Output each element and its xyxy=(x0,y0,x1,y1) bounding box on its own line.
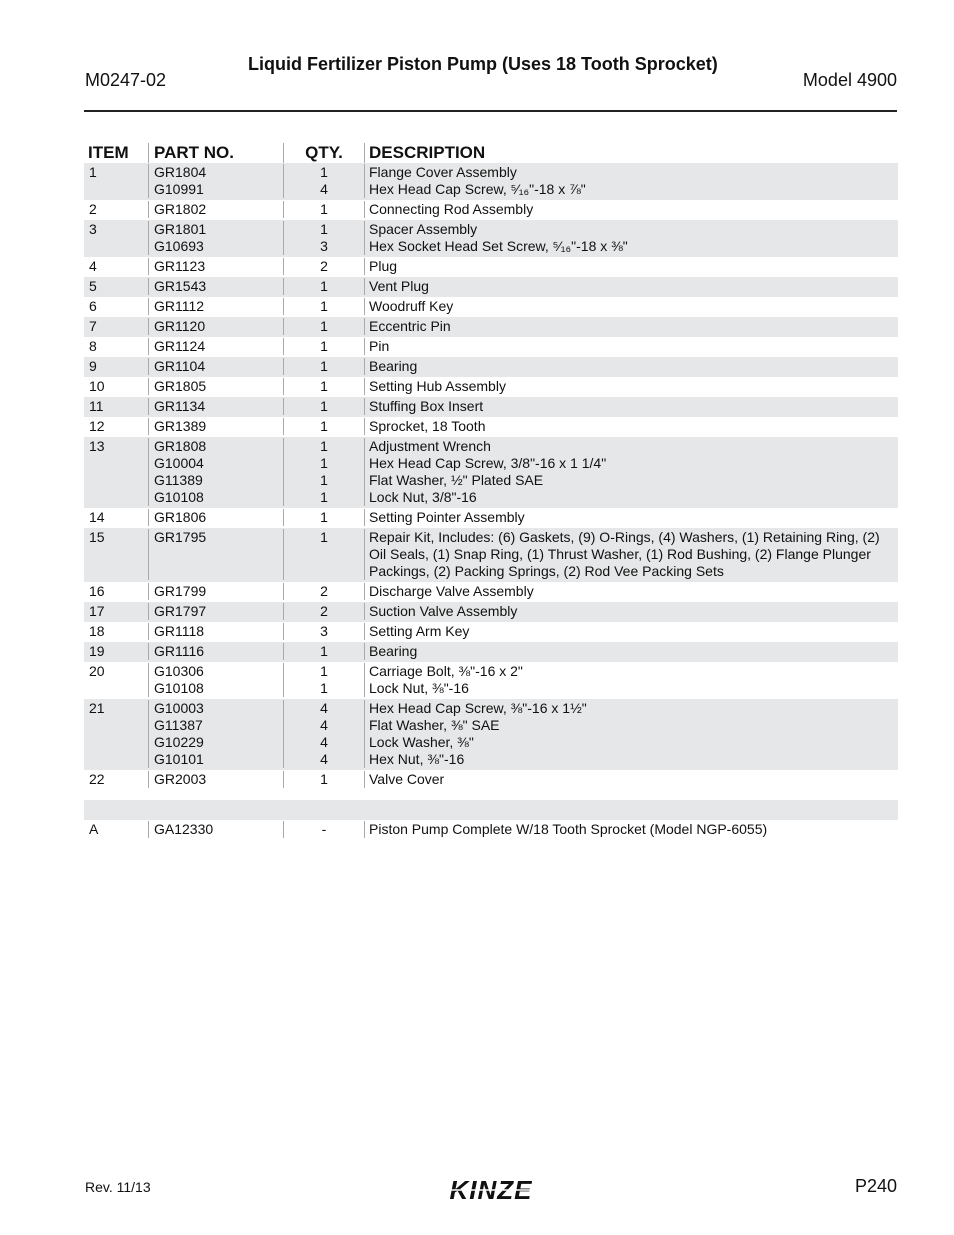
description xyxy=(364,318,898,335)
table-row xyxy=(84,277,898,297)
part-number xyxy=(148,358,283,375)
quantity-line: 1 xyxy=(320,378,328,394)
item-number: 22 xyxy=(89,771,105,787)
table-row xyxy=(84,397,898,417)
part-number xyxy=(148,278,283,295)
quantity-line: 1 xyxy=(320,643,328,659)
description-line: Lock Nut, 3/8"-16 xyxy=(369,489,477,505)
item-number: 17 xyxy=(89,603,105,619)
document-id: M0247-02 xyxy=(85,70,167,90)
part-number xyxy=(148,298,283,315)
part-number-line: GR2003 xyxy=(154,771,207,787)
column-header-qty: QTY. xyxy=(283,143,364,163)
description xyxy=(364,338,898,355)
table-row xyxy=(84,200,898,220)
part-number-line: G10108 xyxy=(154,680,204,696)
item-number: 18 xyxy=(89,623,105,639)
column-header-description: DESCRIPTION xyxy=(364,143,898,163)
table-row xyxy=(84,508,898,528)
part-number-line: GR1808 xyxy=(154,438,207,454)
quantity xyxy=(283,821,364,838)
description-line: Hex Head Cap Screw, 3/8"-16 x 1 1/4" xyxy=(369,455,607,471)
quantity-line: 4 xyxy=(320,717,328,733)
part-number-line: GR1806 xyxy=(154,509,207,525)
quantity xyxy=(283,318,364,335)
quantity xyxy=(283,529,364,580)
kinze-logo-text: KINZE xyxy=(449,1176,533,1205)
quantity xyxy=(283,378,364,395)
item-number: 20 xyxy=(89,663,105,679)
table-row xyxy=(84,437,898,508)
description xyxy=(364,643,898,660)
quantity xyxy=(283,418,364,435)
quantity xyxy=(283,164,364,198)
description-line: Sprocket, 18 Tooth xyxy=(369,418,486,434)
quantity-line: 4 xyxy=(320,751,328,767)
item-number: A xyxy=(89,821,99,837)
description xyxy=(364,821,898,838)
item-number: 5 xyxy=(89,278,97,294)
table-row xyxy=(84,528,898,582)
page-title: Liquid Fertilizer Piston Pump (Uses 18 Tooth Sprocket) xyxy=(248,54,718,74)
part-number-line: GR1795 xyxy=(154,529,207,545)
part-number xyxy=(148,221,283,255)
item-number: 21 xyxy=(89,700,105,716)
quantity-line: 1 xyxy=(320,489,328,505)
table-row xyxy=(84,602,898,622)
item-number: 19 xyxy=(89,643,105,659)
quantity-line: 1 xyxy=(320,438,328,454)
part-number-line: G10693 xyxy=(154,238,204,254)
table-header xyxy=(84,143,898,163)
quantity-line: 1 xyxy=(320,771,328,787)
part-number-line: GA12330 xyxy=(154,821,214,837)
column-header-part-no: PART NO. xyxy=(148,143,283,163)
quantity-line: - xyxy=(321,821,327,837)
table-row xyxy=(84,417,898,437)
part-number-line: G10229 xyxy=(154,734,204,750)
quantity-line: 1 xyxy=(320,529,328,545)
quantity-line: 1 xyxy=(320,418,328,434)
table-row xyxy=(84,770,898,790)
description xyxy=(364,623,898,640)
quantity xyxy=(283,700,364,768)
quantity xyxy=(283,623,364,640)
quantity-line: 1 xyxy=(320,398,328,414)
description xyxy=(364,509,898,526)
part-number-line: GR1805 xyxy=(154,378,207,394)
quantity xyxy=(283,509,364,526)
quantity-line: 1 xyxy=(320,338,328,354)
quantity-line: 2 xyxy=(320,583,328,599)
description-line: Setting Pointer Assembly xyxy=(369,509,525,525)
revision-date: Rev. 11/13 xyxy=(85,1179,151,1195)
description xyxy=(364,221,898,255)
part-number-line: G10108 xyxy=(154,489,204,505)
part-number-line: GR1116 xyxy=(154,643,205,659)
item-number: 7 xyxy=(89,318,97,334)
description-line: Lock Nut, ⅜"-16 xyxy=(369,680,469,696)
description-line: Lock Washer, ⅜" xyxy=(369,734,474,750)
part-number xyxy=(148,378,283,395)
part-number-line: GR1802 xyxy=(154,201,207,217)
description xyxy=(364,398,898,415)
description-line: Flat Washer, ⅜" SAE xyxy=(369,717,500,733)
description xyxy=(364,358,898,375)
part-number xyxy=(148,663,283,697)
quantity xyxy=(283,398,364,415)
part-number xyxy=(148,771,283,788)
part-number-line: G11389 xyxy=(154,472,203,488)
quantity-line: 2 xyxy=(320,258,328,274)
part-number-line: GR1804 xyxy=(154,164,207,180)
quantity-line: 3 xyxy=(320,623,328,639)
quantity xyxy=(283,663,364,697)
description-line: Stuffing Box Insert xyxy=(369,398,484,414)
description-line: Setting Hub Assembly xyxy=(369,378,506,394)
part-number xyxy=(148,338,283,355)
quantity-line: 1 xyxy=(320,663,328,679)
part-number-line: GR1104 xyxy=(154,358,206,374)
part-number-line: G10306 xyxy=(154,663,204,679)
item-number: 9 xyxy=(89,358,97,374)
quantity-line: 1 xyxy=(320,509,328,525)
quantity-line: 1 xyxy=(320,164,328,180)
table-row xyxy=(84,337,898,357)
description xyxy=(364,771,898,788)
kinze-logo xyxy=(430,1176,552,1206)
table-row xyxy=(84,582,898,602)
description-line: Discharge Valve Assembly xyxy=(369,583,534,599)
part-number-line: G11387 xyxy=(154,717,203,733)
item-number: 1 xyxy=(89,164,97,180)
quantity-line: 2 xyxy=(320,603,328,619)
quantity xyxy=(283,298,364,315)
part-number xyxy=(148,438,283,506)
table-row xyxy=(84,163,898,200)
quantity xyxy=(283,278,364,295)
part-number-line: GR1797 xyxy=(154,603,207,619)
table-row-complete-assembly xyxy=(84,820,898,840)
part-number xyxy=(148,509,283,526)
description-line: Valve Cover xyxy=(369,771,445,787)
description-line: Bearing xyxy=(369,358,418,374)
table-row xyxy=(84,257,898,277)
description xyxy=(364,583,898,600)
quantity xyxy=(283,771,364,788)
table-row xyxy=(84,377,898,397)
item-number: 2 xyxy=(89,201,97,217)
item-number: 15 xyxy=(89,529,105,545)
part-number-line: GR1799 xyxy=(154,583,207,599)
description-line: Flat Washer, ½" Plated SAE xyxy=(369,472,544,488)
description xyxy=(364,201,898,218)
quantity-line: 1 xyxy=(320,221,328,237)
table-row xyxy=(84,220,898,257)
quantity xyxy=(283,258,364,275)
part-number xyxy=(148,258,283,275)
part-number xyxy=(148,318,283,335)
quantity xyxy=(283,583,364,600)
item-number: 6 xyxy=(89,298,97,314)
part-number xyxy=(148,583,283,600)
table-row xyxy=(84,699,898,770)
part-number xyxy=(148,164,283,198)
quantity-line: 1 xyxy=(320,298,328,314)
item-number: 3 xyxy=(89,221,97,237)
quantity-line: 1 xyxy=(320,201,328,217)
description-line: Adjustment Wrench xyxy=(369,438,491,454)
quantity xyxy=(283,438,364,506)
part-number-line: GR1123 xyxy=(154,258,206,274)
part-number-line: GR1389 xyxy=(154,418,207,434)
part-number-line: GR1134 xyxy=(154,398,206,414)
table-row xyxy=(84,622,898,642)
quantity xyxy=(283,358,364,375)
model-label: Model 4900 xyxy=(802,70,897,90)
part-number xyxy=(148,603,283,620)
quantity-line: 1 xyxy=(320,278,328,294)
description-line: Hex Head Cap Screw, ⁵⁄₁₆"-18 x ⅞" xyxy=(369,181,586,197)
part-number-line: GR1124 xyxy=(154,338,206,354)
part-number-line: GR1120 xyxy=(154,318,206,334)
quantity-line: 1 xyxy=(320,318,328,334)
description xyxy=(364,278,898,295)
description xyxy=(364,700,898,768)
description-line: Suction Valve Assembly xyxy=(369,603,518,619)
part-number-line: G10101 xyxy=(154,751,204,767)
quantity-line: 1 xyxy=(320,472,328,488)
quantity xyxy=(283,221,364,255)
description-line: Repair Kit, Includes: (6) Gaskets, (9) O-Rings, (4) Washers, (1) Retaining Ring, (2) Oil Seals, (1) Snap Ring, (1) Thrust Washer, (1) Rod Bushing, (2) Flange Plunger Packings, (2) Packing Springs, (2) Rod Vee Packing Sets xyxy=(369,529,880,579)
item-number: 11 xyxy=(89,398,104,414)
description xyxy=(364,438,898,506)
part-number xyxy=(148,821,283,838)
description xyxy=(364,164,898,198)
quantity-line: 1 xyxy=(320,455,328,471)
column-header-item: ITEM xyxy=(88,143,129,162)
description xyxy=(364,418,898,435)
item-number: 13 xyxy=(89,438,105,454)
part-number xyxy=(148,643,283,660)
description xyxy=(364,298,898,315)
description-line: Vent Plug xyxy=(369,278,429,294)
part-number xyxy=(148,201,283,218)
quantity xyxy=(283,338,364,355)
description-line: Eccentric Pin xyxy=(369,318,451,334)
part-number xyxy=(148,700,283,768)
description-line: Piston Pump Complete W/18 Tooth Sprocket (Model NGP-6055) xyxy=(369,821,768,837)
description-line: Spacer Assembly xyxy=(369,221,478,237)
item-number: 16 xyxy=(89,583,105,599)
part-number xyxy=(148,418,283,435)
item-number: 8 xyxy=(89,338,97,354)
page-number: P240 xyxy=(854,1176,897,1196)
description-line: Plug xyxy=(369,258,398,274)
parts-table xyxy=(84,143,898,840)
table-row xyxy=(84,357,898,377)
table-row xyxy=(84,662,898,699)
description xyxy=(364,603,898,620)
item-number: 4 xyxy=(89,258,97,274)
quantity-line: 4 xyxy=(320,700,328,716)
description xyxy=(364,258,898,275)
part-number xyxy=(148,623,283,640)
description xyxy=(364,529,898,580)
quantity-line: 4 xyxy=(320,734,328,750)
description-line: Woodruff Key xyxy=(369,298,454,314)
quantity-line: 1 xyxy=(320,358,328,374)
description-line: Setting Arm Key xyxy=(369,623,470,639)
description xyxy=(364,663,898,697)
part-number xyxy=(148,529,283,580)
description xyxy=(364,378,898,395)
description-line: Carriage Bolt, ⅜"-16 x 2" xyxy=(369,663,523,679)
description-line: Bearing xyxy=(369,643,418,659)
part-number-line: G10004 xyxy=(154,455,204,471)
part-number-line: GR1543 xyxy=(154,278,207,294)
quantity xyxy=(283,643,364,660)
quantity xyxy=(283,201,364,218)
item-number: 14 xyxy=(89,509,105,525)
header-rule xyxy=(84,110,897,112)
part-number xyxy=(148,398,283,415)
table-row xyxy=(84,317,898,337)
quantity-line: 3 xyxy=(320,238,328,254)
table-row xyxy=(84,297,898,317)
description-line: Hex Socket Head Set Screw, ⁵⁄₁₆"-18 x ⅜" xyxy=(369,238,628,254)
part-number-line: GR1118 xyxy=(154,623,205,639)
part-number-line: G10991 xyxy=(154,181,204,197)
description-line: Flange Cover Assembly xyxy=(369,164,517,180)
quantity-line: 4 xyxy=(320,181,328,197)
table-row xyxy=(84,642,898,662)
item-number: 12 xyxy=(89,418,105,434)
part-number-line: GR1801 xyxy=(154,221,207,237)
blank-row xyxy=(84,800,898,820)
item-number: 10 xyxy=(89,378,105,394)
table-body xyxy=(84,163,898,840)
quantity xyxy=(283,603,364,620)
part-number-line: GR1112 xyxy=(154,298,205,314)
description-line: Hex Head Cap Screw, ⅜"-16 x 1½" xyxy=(369,700,587,716)
quantity-line: 1 xyxy=(320,680,328,696)
description-line: Connecting Rod Assembly xyxy=(369,201,534,217)
description-line: Hex Nut, ⅜"-16 xyxy=(369,751,465,767)
description-line: Pin xyxy=(369,338,390,354)
part-number-line: G10003 xyxy=(154,700,204,716)
